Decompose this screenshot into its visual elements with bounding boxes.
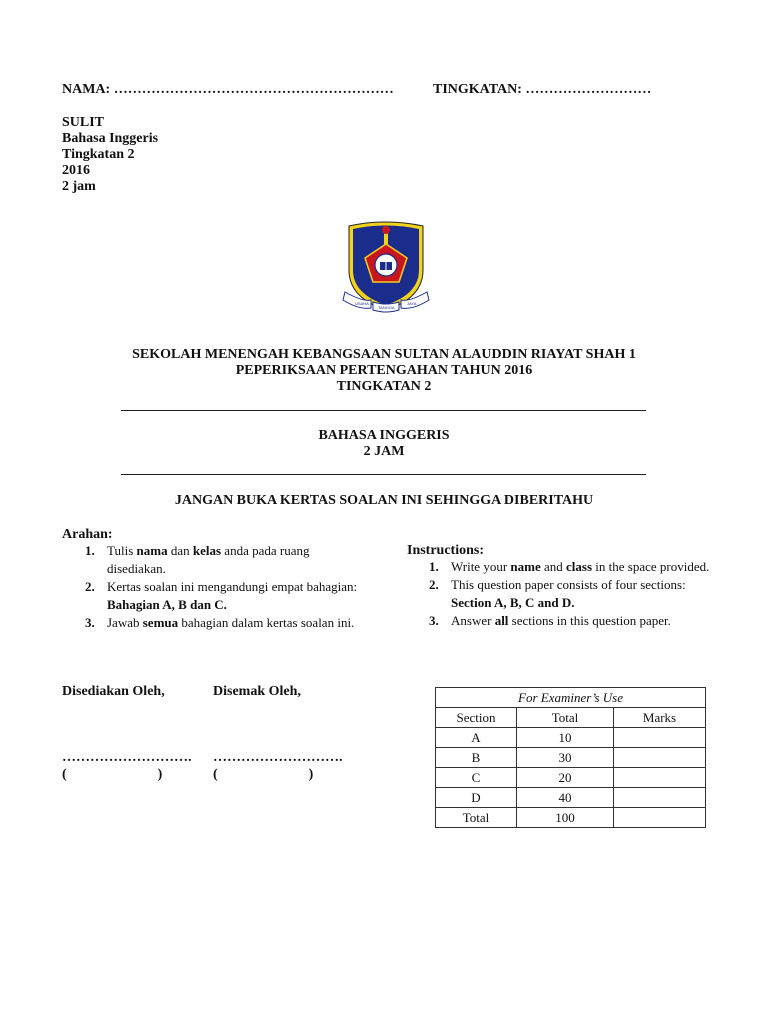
arahan-heading: Arahan: [62,527,113,542]
marks-cell [614,728,706,748]
instructions-item: 1. Write your name and class in the space provided. [429,559,710,574]
table-row [436,748,706,768]
divider-bottom [121,474,646,475]
exam-name: PEPERIKSAAN PERTENGAHAN TAHUN 2016 [235,363,533,378]
section-cell: A [436,728,517,748]
table-caption-row [436,688,706,708]
school-crest-icon [341,218,431,318]
table-row [436,788,706,808]
form-field-label: TINGKATAN: ……………………… [433,82,652,97]
instructions-list [429,558,714,630]
checked-name-paren: ( ) [213,767,314,782]
arahan-item: 3. Jawab semua bahagian dalam kertas soalan ini. [85,615,355,630]
table-caption: For Examiner’s Use [436,688,706,708]
crest-motto-left: USAHA [355,301,369,306]
arahan-list [85,542,360,632]
instructions-heading: Instructions: [407,543,485,558]
header-section: Section [436,708,517,728]
cover-duration: 2 jam [62,179,96,194]
checked-by-label: Disemak Oleh, [213,684,301,699]
instructions-item: 3. Answer all sections in this question paper. [429,613,671,628]
warning-text: JANGAN BUKA KERTAS SOALAN INI SEHINGGA DIBERITAHU [174,493,594,508]
duration-title: 2 JAM [363,444,405,459]
cover-form: Tingkatan 2 [62,147,135,162]
header-total: Total [517,708,614,728]
table-header-row [436,708,706,728]
prepared-name-paren: ( ) [62,767,163,782]
checked-signature-line: ………………………. [213,750,343,765]
arahan-item: 2. Kertas soalan ini mengandungi empat bahagian: Bahagian A, B dan C. [85,579,358,612]
section-cell: Total [436,808,517,828]
cover-info [62,115,158,195]
marks-cell [614,748,706,768]
total-cell: 30 [517,748,614,768]
divider-top [121,410,646,411]
crest-motto-right: JAYA [407,301,417,306]
total-cell: 20 [517,768,614,788]
total-cell: 40 [517,788,614,808]
section-cell: D [436,788,517,808]
cover-sulit: SULIT [62,115,105,130]
total-cell: 100 [517,808,614,828]
marks-cell [614,808,706,828]
total-cell: 10 [517,728,614,748]
prepared-signature-line: ………………………. [62,750,192,765]
subject-title: BAHASA INGGERIS [318,428,450,443]
exam-form: TINGKATAN 2 [336,379,432,394]
table-row [436,768,706,788]
cover-year: 2016 [62,163,90,178]
crest-motto-mid: TANGGA [378,305,395,310]
table-row [436,808,706,828]
name-field-label: NAMA: …………………………………………………… [62,82,394,97]
section-cell: B [436,748,517,768]
marks-cell [614,768,706,788]
marks-cell [614,788,706,808]
cover-subject: Bahasa Inggeris [62,131,159,146]
school-name: SEKOLAH MENENGAH KEBANGSAAN SULTAN ALAUDDIN RIAYAT SHAH 1 [132,347,636,362]
header-marks: Marks [614,708,706,728]
section-cell: C [436,768,517,788]
examiner-table [435,687,706,828]
arahan-item: 1. Tulis nama dan kelas anda pada ruang disediakan. [85,543,310,576]
prepared-by-label: Disediakan Oleh, [62,684,165,699]
table-row [436,728,706,748]
instructions-item: 2. This question paper consists of four sections: Section A, B, C and D. [429,577,686,610]
